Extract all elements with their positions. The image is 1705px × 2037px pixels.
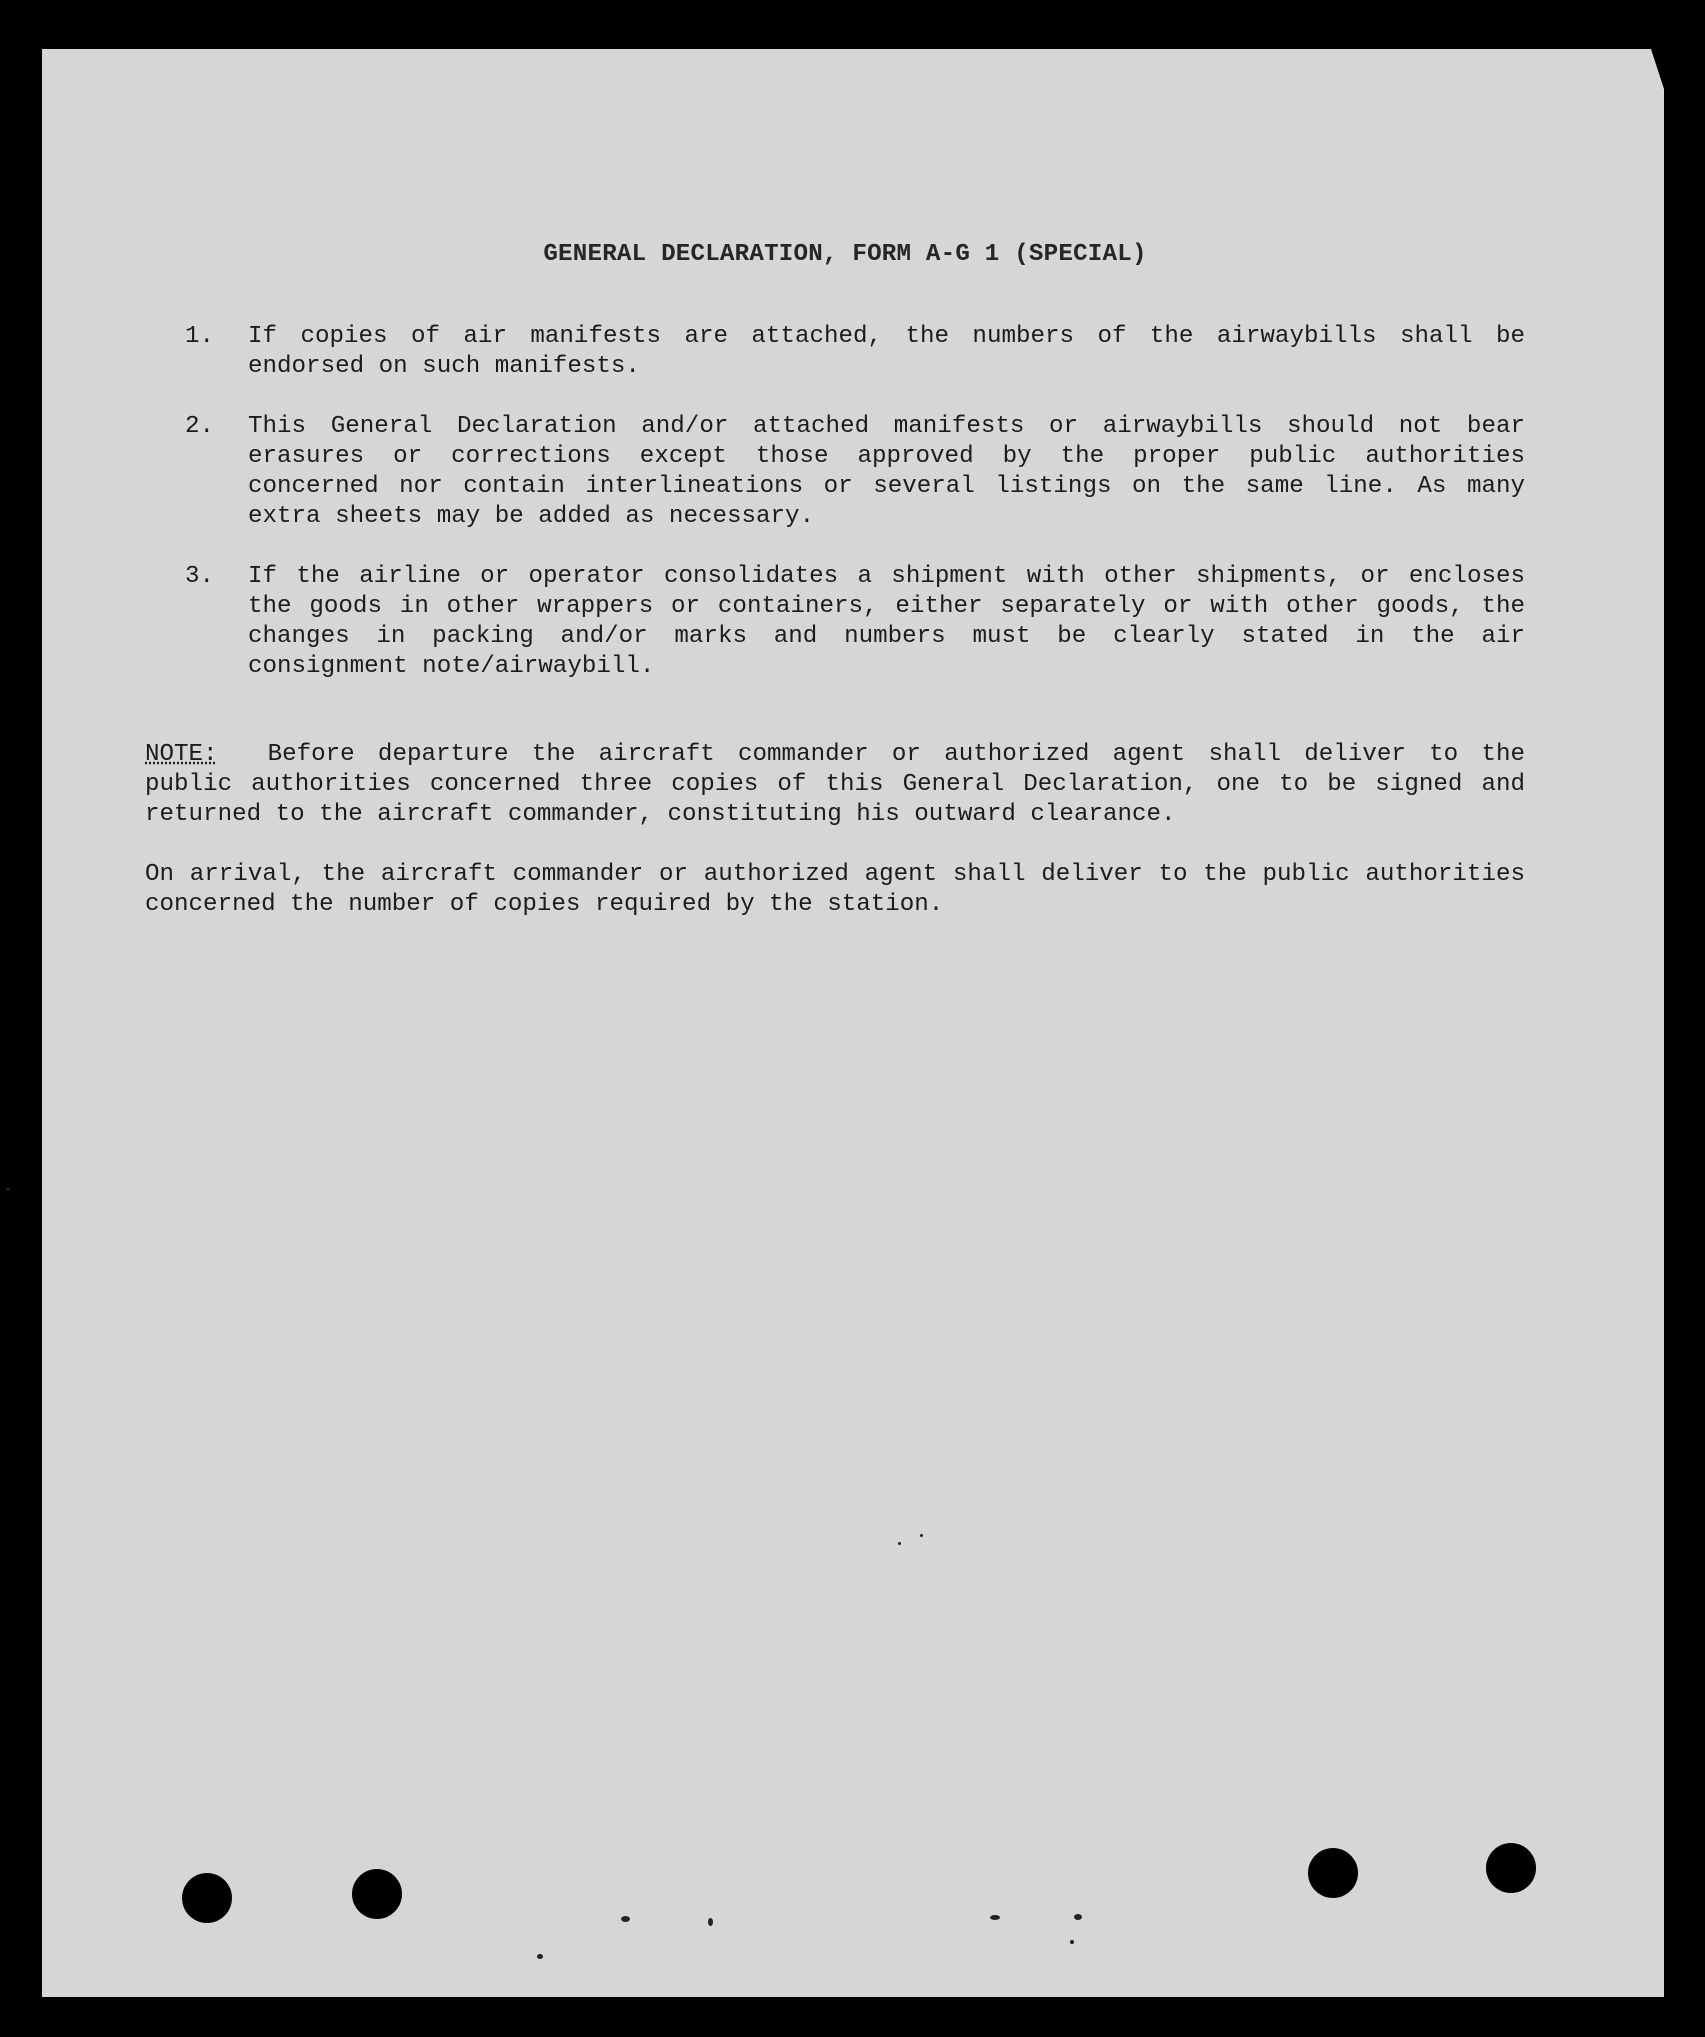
item-text: This General Declaration and/or attached manifests or airwaybills should not bear erasures or corrections except those approved by the proper public authorities concerned nor contain interlineations or several listings on the same line. As many extra sheets may be added as necessary. <box>248 413 1525 530</box>
scan-speck <box>1070 1940 1074 1944</box>
item-text: If the airline or operator consolidates a shipment with other shipments, or encloses the goods in other wrappers or containers, either separately or with other goods, the changes in packing and/or marks and numbers must be clearly stated in the air consignment note/airwaybill. <box>248 563 1525 680</box>
scan-speck <box>1074 1914 1082 1920</box>
document-body <box>145 240 1525 920</box>
scan-speck <box>621 1916 630 1922</box>
list-item <box>145 562 1525 682</box>
item-number: 2. <box>185 413 215 440</box>
punch-hole <box>1308 1848 1358 1898</box>
list-item <box>145 322 1525 382</box>
punch-hole <box>352 1869 402 1919</box>
list-item <box>145 412 1525 532</box>
item-number: 3. <box>185 563 215 590</box>
note-label: NOTE: <box>145 741 218 768</box>
item-text: If copies of air manifests are attached, the numbers of the airwaybills shall be endorsed on such manifests. <box>248 323 1525 380</box>
punch-hole <box>182 1873 232 1923</box>
scan-speck <box>920 1534 923 1537</box>
scan-speck <box>6 1188 10 1191</box>
document-title: GENERAL DECLARATION, FORM A-G 1 (SPECIAL) <box>543 241 1147 268</box>
note-text: Before departure the aircraft commander or authorized agent shall deliver to the public authorities concerned three copies of this General Declaration, one to be signed and returned to the aircraft commander, constituting his outward clearance. <box>145 741 1525 828</box>
scan-speck <box>708 1918 713 1926</box>
punch-hole <box>1486 1843 1536 1893</box>
arrival-paragraph: On arrival, the aircraft commander or authorized agent shall deliver to the public authorities concerned the number of copies required by the station. <box>145 861 1525 918</box>
scan-speck <box>990 1915 1000 1920</box>
scan-speck <box>898 1542 901 1545</box>
note-paragraph <box>145 740 1525 830</box>
item-number: 1. <box>185 323 215 350</box>
scan-speck <box>537 1954 543 1959</box>
